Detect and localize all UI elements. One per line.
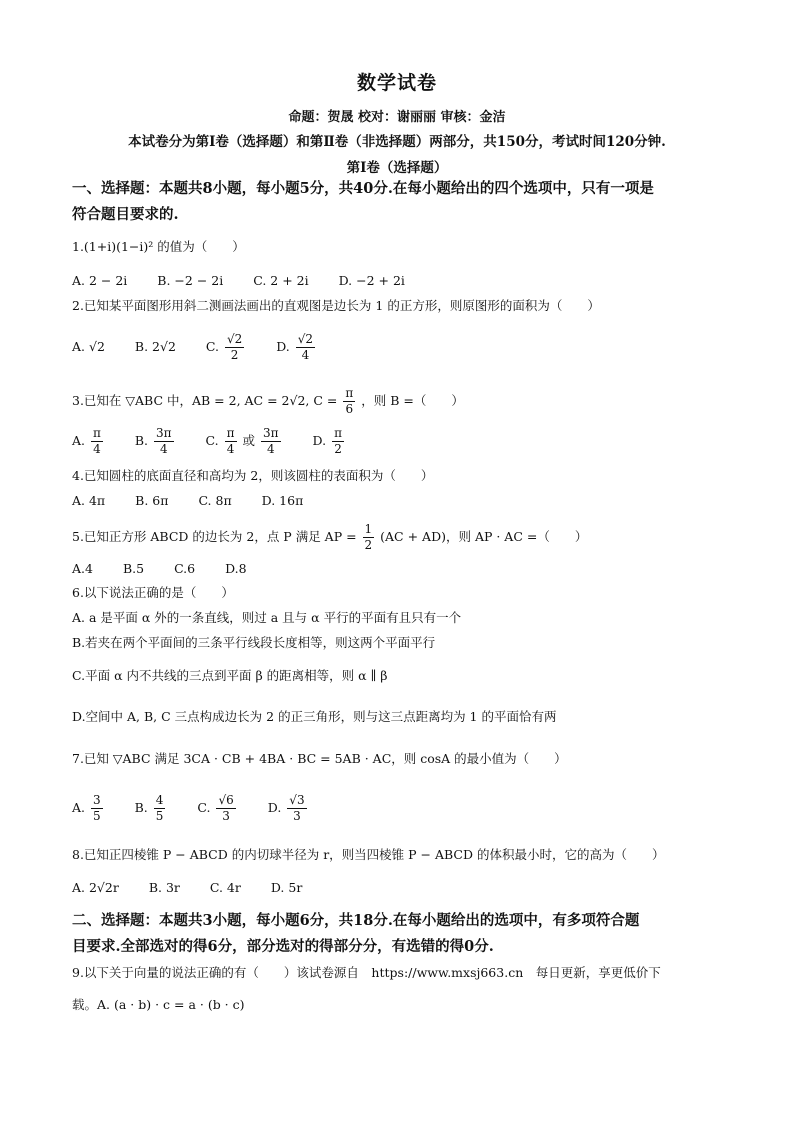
option-c-fraction <box>216 793 235 824</box>
question-5-text-a: 5.已知正方形 ABCD 的边长为 2，点 P 满足 AP = <box>72 529 357 544</box>
question-3-text-b: ，则 B =（ ） <box>361 393 464 408</box>
option-a <box>72 793 105 824</box>
option-d-label: D. <box>276 339 290 354</box>
option-a: A. 2√2r <box>72 880 119 895</box>
option-c-or: 或 <box>242 433 256 448</box>
option-a-label: A. <box>72 433 86 448</box>
denominator: 2 <box>230 348 239 362</box>
question-6-option-c: C.平面 α 内不共线的三点到平面 β 的距离相等，则 α ∥ β <box>72 668 388 683</box>
question-4: 4.已知圆柱的底面直径和高均为 2，则该圆柱的表面积为（ ） <box>72 468 434 483</box>
option-b: B. 6π <box>135 493 169 508</box>
option-b-fraction <box>154 793 166 824</box>
question-3 <box>72 386 732 417</box>
option-b-fraction <box>154 426 174 457</box>
option-a: A.4 <box>72 561 93 576</box>
question-8: 8.已知正四棱锥 P − ABCD 的内切球半径为 r，则当四棱锥 P − ABCD 的体积最小时，它的高为（ ） <box>72 847 665 862</box>
numerator: √2 <box>297 332 314 346</box>
section-two-line2: 目要求.全部选对的得6分，部分选对的得部分分，有选错的得0分. <box>72 938 494 955</box>
option-b-label: B. <box>134 433 149 448</box>
option-c-label: C. <box>205 339 219 354</box>
option-c: C.6 <box>174 561 196 576</box>
option-a: A. 2 − 2i <box>72 273 128 288</box>
option-b-label: B. <box>134 800 148 815</box>
option-b: B. 3r <box>148 880 180 895</box>
section-two-heading <box>72 908 732 960</box>
numerator: √3 <box>289 793 305 807</box>
question-5 <box>72 522 732 553</box>
option-c-label: C. <box>197 800 211 815</box>
numerator: 4 <box>155 793 164 807</box>
question-7-options <box>72 793 732 824</box>
question-9-line2: 载。A. (a · b) · c = a · (b · c) <box>72 997 245 1012</box>
option-d: D. −2 + 2i <box>338 273 405 288</box>
option-d <box>276 332 317 363</box>
denominator: 2 <box>364 538 373 552</box>
question-5-options <box>72 560 732 578</box>
numerator: 1 <box>364 522 373 536</box>
option-d-fraction <box>332 426 344 457</box>
page-title: 数学试卷 <box>356 72 437 94</box>
exam-meta: 命题：贺晟 校对：谢丽丽 审核：金洁 <box>288 110 506 125</box>
numerator: π <box>345 386 354 400</box>
option-d: D. 5r <box>270 880 303 895</box>
option-a <box>72 426 105 457</box>
denominator: 6 <box>345 402 354 416</box>
option-a: A. √2 <box>72 339 105 354</box>
question-4-options <box>72 492 732 510</box>
option-b: B. 2√2 <box>134 339 176 354</box>
question-6-option-b: B.若夹在两个平面间的三条平行线段长度相等，则这两个平面平行 <box>72 635 436 650</box>
option-b <box>135 793 168 824</box>
denominator: 4 <box>93 442 101 456</box>
question-8-options <box>72 879 732 897</box>
option-b <box>135 426 176 457</box>
section-one-line2: 符合题目要求的. <box>72 206 179 223</box>
option-b: B.5 <box>122 561 145 576</box>
denominator: 5 <box>93 809 101 823</box>
question-6-option-d: D.空间中 A, B, C 三点构成边长为 2 的正三角形，则与这三点距离均为 1 的平面恰有两 <box>72 709 557 724</box>
section-one-heading <box>72 176 732 228</box>
option-c: C. 4r <box>209 880 241 895</box>
option-c-fraction <box>225 332 244 363</box>
denominator: 5 <box>155 809 164 823</box>
question-6-option-a: A. a 是平面 α 外的一条直线，则过 a 且与 α 平行的平面有且只有一个 <box>72 610 462 625</box>
part-one-heading: 第Ⅰ卷（选择题） <box>346 160 448 176</box>
numerator: 3π <box>263 426 279 440</box>
numerator: π <box>226 426 235 440</box>
numerator: √2 <box>226 332 243 346</box>
question-5-fraction <box>363 522 375 553</box>
option-d-fraction <box>287 793 306 824</box>
question-7: 7.已知 ▽ABC 满足 3CA · CB + 4BA · BC = 5AB · AC，则 cosA 的最小值为（ ） <box>72 751 567 766</box>
option-d <box>313 426 346 457</box>
option-c-label: C. <box>205 433 219 448</box>
option-c: C. 8π <box>198 493 232 508</box>
denominator: 4 <box>266 442 275 456</box>
option-a-fraction <box>91 426 103 457</box>
numerator: 3π <box>156 426 172 440</box>
question-1: 1.(1+i)(1−i)² 的值为（ ） <box>72 239 245 254</box>
question-2-options <box>72 332 732 363</box>
denominator: 4 <box>226 442 235 456</box>
option-c-fraction-1 <box>225 426 237 457</box>
question-3-options <box>72 426 732 457</box>
section-one-line1: 一、选择题：本题共8小题，每小题5分，共40分.在每小题给出的四个选项中，只有一项是 <box>72 180 654 197</box>
exam-intro: 本试卷分为第Ⅰ卷（选择题）和第Ⅱ卷（非选择题）两部分，共150分，考试时间120分钟. <box>128 134 666 150</box>
option-c-fraction-2 <box>261 426 281 457</box>
option-d: D. 16π <box>261 493 304 508</box>
denominator: 4 <box>301 348 310 362</box>
question-5-text-b: (AC + AD)，则 AP · AC =（ ） <box>380 529 588 544</box>
denominator: 4 <box>159 442 168 456</box>
option-a: A. 4π <box>72 493 106 508</box>
numerator: 3 <box>93 793 101 807</box>
question-1-options <box>72 272 732 290</box>
denominator: 2 <box>334 442 342 456</box>
section-two-line1: 二、选择题：本题共3小题，每小题6分，共18分.在每小题给出的选项中，有多项符合题 <box>72 912 640 929</box>
option-d-label: D. <box>267 800 282 815</box>
option-c: C. 2 + 2i <box>253 273 309 288</box>
numerator: π <box>93 426 101 440</box>
question-6: 6.以下说法正确的是（ ） <box>72 585 234 600</box>
question-9-line1: 9.以下关于向量的说法正确的有（ ）该试卷源自 https://www.mxsj663.cn 每日更新，享更低价下 <box>72 965 661 980</box>
option-c <box>197 793 237 824</box>
option-a-label: A. <box>72 800 86 815</box>
question-3-text-a: 3.已知在 ▽ABC 中，AB = 2, AC = 2√2, C = <box>72 393 338 408</box>
option-c <box>206 426 283 457</box>
denominator: 3 <box>222 809 230 823</box>
option-d <box>268 793 309 824</box>
option-d-fraction <box>296 332 315 363</box>
numerator: √6 <box>218 793 234 807</box>
option-a-fraction <box>91 793 103 824</box>
question-2: 2.已知某平面图形用斜二测画法画出的直观图是边长为 1 的正方形，则原图形的面积为（ ） <box>72 298 600 313</box>
option-d-label: D. <box>312 433 327 448</box>
option-d: D.8 <box>225 561 247 576</box>
option-b: B. −2 − 2i <box>157 273 224 288</box>
question-3-fraction <box>343 386 355 417</box>
denominator: 3 <box>293 809 301 823</box>
option-c <box>206 332 246 363</box>
numerator: π <box>334 426 342 440</box>
